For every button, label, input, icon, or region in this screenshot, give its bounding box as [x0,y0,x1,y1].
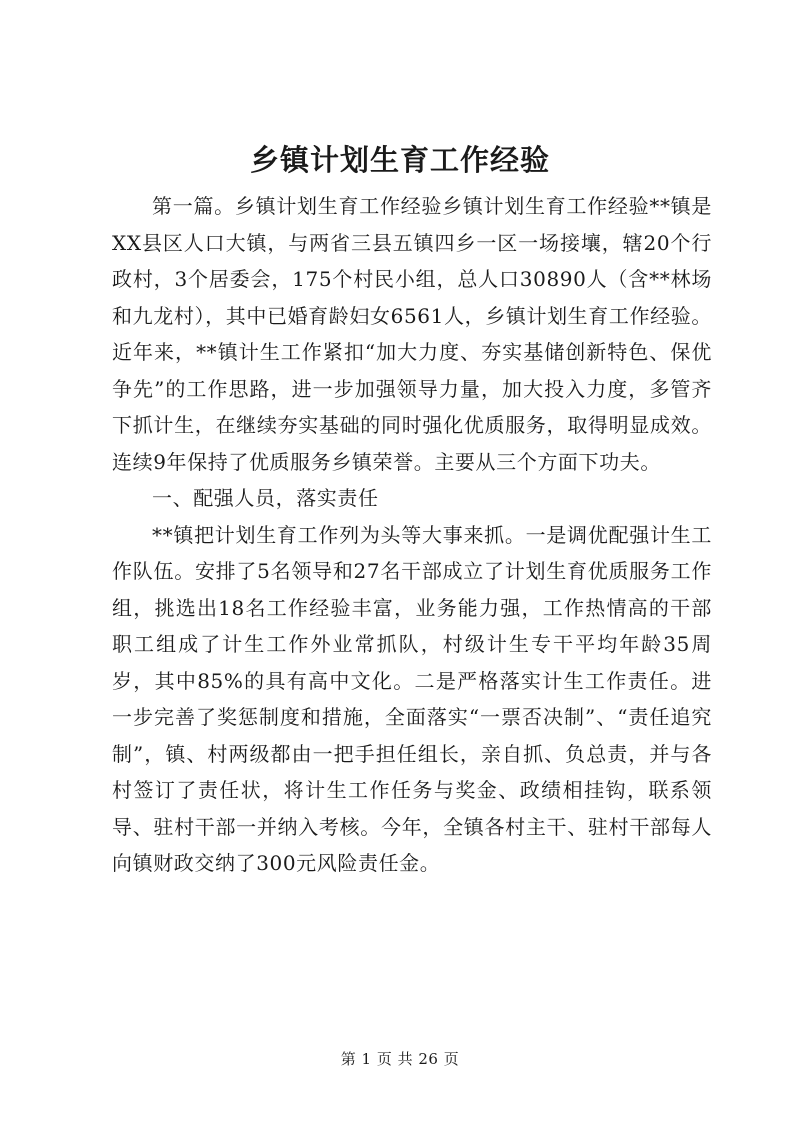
document-title: 乡镇计划生育工作经验 [249,143,550,177]
document-body [112,188,712,882]
page-footer: 第 1 页 共 26 页 [340,1050,460,1068]
section-paragraph: **镇把计划生育工作列为头等大事来抓。一是调优配强计生工作队伍。安排了5名领导和27名干部成立了计划生育优质服务工作组，挑选出18名工作经验丰富，业务能力强，工作热情高的干部职工组成了计生工作外业常抓队，村级计生专干平均年龄35周岁，其中85%的具有高中文化。二是严格落实计生工作责任。进一步完善了奖惩制度和措施，全面落实“一票否决制”、“责任追究制”，镇、村两级都由一把手担任组长，亲自抓、负总责，并与各村签订了责任状，将计生工作任务与奖金、政绩相挂钩，联系领导、驻村干部一并纳入考核。今年，全镇各村主干、驻村干部每人向镇财政交纳了300元风险责任金。 [112,522,712,875]
section-heading: 一、配强人员，落实责任 [152,486,379,510]
intro-paragraph: 第一篇。乡镇计划生育工作经验乡镇计划生育工作经验**镇是XX县区人口大镇，与两省三县五镇四乡一区一场接壤，辖20个行政村，3个居委会，175个村民小组，总人口30890人（含**林场和九龙村），其中已婚育龄妇女6561人，乡镇计划生育工作经验。近年来，**镇计生工作紧扣“加大力度、夯实基储创新特色、保优争先”的工作思路，进一步加强领导力量，加大投入力度，多管齐下抓计生，在继续夯实基础的同时强化优质服务，取得明显成效。连续9年保持了优质服务乡镇荣誉。主要从三个方面下功夫。 [112,194,712,474]
